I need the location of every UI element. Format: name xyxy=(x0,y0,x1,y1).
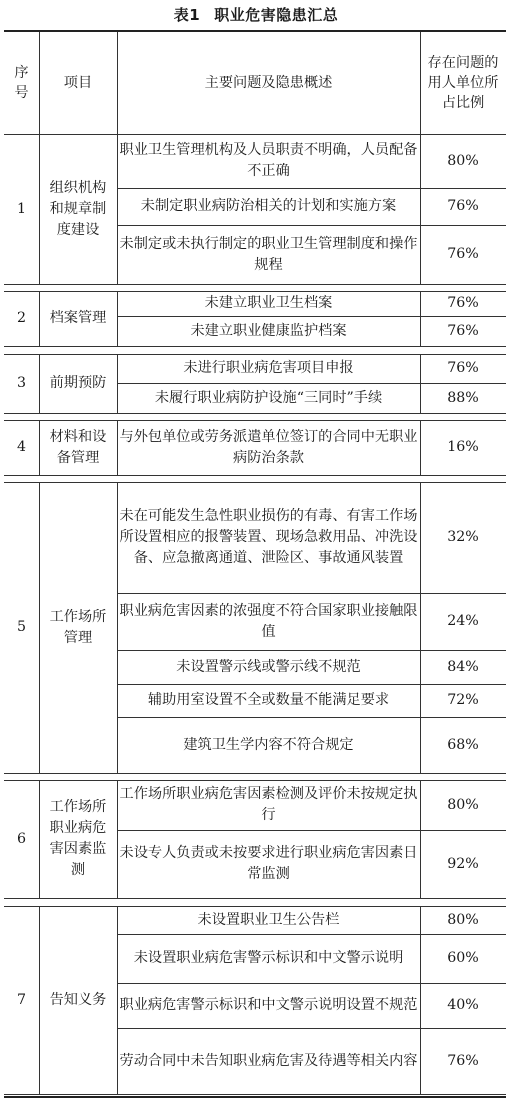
group-divider xyxy=(4,420,506,421)
group-divider xyxy=(4,291,506,292)
issue-description: 建筑卫生学内容不符合规定 xyxy=(183,736,354,753)
group-seq: 2 xyxy=(16,310,27,326)
group-seq: 7 xyxy=(16,991,27,1008)
column-divider xyxy=(39,32,40,134)
column-divider xyxy=(420,32,421,134)
issue-ratio: 84% xyxy=(447,658,479,675)
issue-ratio: 92% xyxy=(447,855,479,872)
issue-description: 辅助用室设置不全或数量不能满足要求 xyxy=(147,692,390,708)
row-divider xyxy=(117,188,506,189)
row-divider xyxy=(117,830,506,831)
issue-description: 未设置职业病危害警示标识和中文警示说明 xyxy=(133,950,404,966)
group-item: 工作场所职业病危害因素监测 xyxy=(49,799,107,878)
issue-description: 未建立职业健康监护档案 xyxy=(190,322,347,339)
issue-ratio: 76% xyxy=(447,295,479,311)
issue-description: 职业病危害警示标识和中文警示说明设置不规范 xyxy=(119,997,418,1013)
group-item: 告知义务 xyxy=(49,991,107,1008)
group-divider xyxy=(4,773,506,774)
group-item: 组织机构和规章制度建设 xyxy=(49,179,107,238)
group-item: 前期预防 xyxy=(49,375,107,391)
header-seq: 序号 xyxy=(14,65,29,101)
group-divider xyxy=(4,898,506,899)
group-seq: 5 xyxy=(16,619,27,635)
issue-description: 工作场所职业病危害因素检测及评价未按规定执行 xyxy=(119,786,418,823)
table-number: 表1 xyxy=(173,6,201,24)
group-item: 档案管理 xyxy=(49,310,107,326)
issue-description: 未设置职业卫生公告栏 xyxy=(197,911,340,928)
issue-ratio: 80% xyxy=(447,152,479,169)
group-divider xyxy=(4,1094,506,1095)
issue-ratio: 76% xyxy=(447,322,479,339)
group-divider xyxy=(4,413,506,414)
row-divider xyxy=(117,316,506,317)
issue-description: 未设置警示线或警示线不规范 xyxy=(176,658,361,675)
column-divider xyxy=(39,291,40,346)
row-divider xyxy=(117,593,506,594)
group-seq: 1 xyxy=(16,200,27,217)
row-divider xyxy=(117,717,506,718)
issue-description: 职业病危害因素的浓强度不符合国家职业接触限值 xyxy=(119,602,418,640)
group-divider xyxy=(4,354,506,355)
group-divider xyxy=(4,482,506,483)
header-ratio: 存在问题的用人单位所占比例 xyxy=(427,55,499,111)
header-desc: 主要问题及隐患概述 xyxy=(204,75,333,91)
column-divider xyxy=(39,420,40,475)
column-divider xyxy=(39,906,40,1094)
group-divider xyxy=(4,134,506,135)
issue-description: 未建立职业卫生档案 xyxy=(204,295,333,311)
issue-ratio: 72% xyxy=(447,692,479,708)
table-bottom-rule xyxy=(4,1096,506,1098)
issue-ratio: 60% xyxy=(447,950,479,966)
issue-ratio: 88% xyxy=(447,389,479,406)
issue-ratio: 24% xyxy=(447,613,479,629)
issue-description: 未设专人负责或未按要求进行职业病危害因素日常监测 xyxy=(119,845,418,882)
issue-description: 未履行职业病防护设施“三同时”手续 xyxy=(154,389,383,406)
column-divider xyxy=(39,134,40,284)
issue-ratio: 80% xyxy=(447,796,479,813)
issue-description: 未制定或未执行制定的职业卫生管理制度和操作规程 xyxy=(119,235,418,273)
group-divider xyxy=(4,780,506,781)
row-divider xyxy=(117,1028,506,1029)
issue-description: 与外包单位或劳务派遣单位签订的合同中无职业病防治条款 xyxy=(119,428,418,466)
issue-ratio: 16% xyxy=(447,439,479,455)
row-divider xyxy=(117,225,506,226)
issue-description: 未制定职业病防治相关的计划和实施方案 xyxy=(140,198,397,214)
issue-ratio: 80% xyxy=(447,911,479,928)
row-divider xyxy=(117,983,506,984)
issue-ratio: 76% xyxy=(447,246,479,262)
issue-description: 未进行职业病危害项目申报 xyxy=(183,360,354,376)
group-item: 工作场所管理 xyxy=(49,608,107,646)
group-divider xyxy=(4,346,506,347)
row-divider xyxy=(117,650,506,651)
column-divider xyxy=(39,354,40,413)
row-divider xyxy=(117,684,506,685)
issue-ratio: 32% xyxy=(447,529,479,545)
group-divider xyxy=(4,906,506,907)
group-divider xyxy=(4,284,506,285)
issue-ratio: 76% xyxy=(447,360,479,376)
group-seq: 4 xyxy=(16,439,27,455)
group-divider xyxy=(4,475,506,476)
column-divider xyxy=(39,482,40,773)
row-divider xyxy=(117,934,506,935)
group-item: 材料和设备管理 xyxy=(49,428,107,466)
column-divider xyxy=(39,780,40,898)
group-seq: 6 xyxy=(16,830,27,847)
group-seq: 3 xyxy=(16,375,27,391)
issue-description: 劳动合同中未告知职业病危害及待遇等相关内容 xyxy=(119,1052,418,1069)
issue-ratio: 76% xyxy=(447,1052,479,1069)
issue-ratio: 76% xyxy=(447,198,479,214)
table-caption: 职业危害隐患汇总 xyxy=(214,6,339,24)
issue-description: 职业卫生管理机构及人员职责不明确，人员配备不正确 xyxy=(119,142,418,179)
issue-description: 未在可能发生急性职业损伤的有毒、有害工作场所设置相应的报警装置、现场急救用品、冲洗设备、应急撤离通道、泄险区、事故通风装置 xyxy=(119,508,418,566)
issue-ratio: 40% xyxy=(447,997,479,1013)
column-divider xyxy=(117,32,118,134)
table-title xyxy=(0,2,512,28)
row-divider xyxy=(117,383,506,384)
issue-ratio: 68% xyxy=(447,736,479,753)
header-item: 项目 xyxy=(63,75,93,91)
